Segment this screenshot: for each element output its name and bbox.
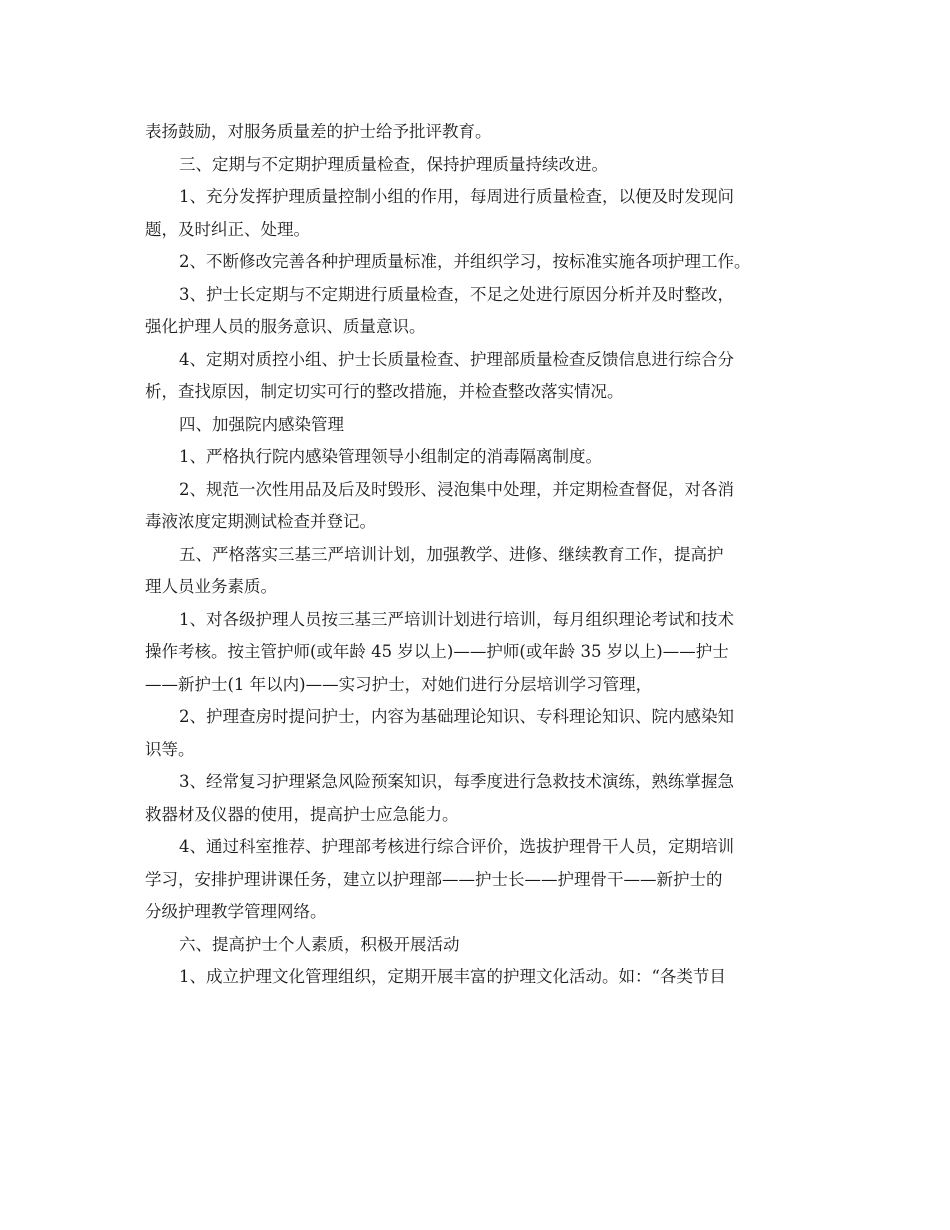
text-line: 学习，安排护理讲课任务，建立以护理部——护士长——护理骨干——新护士的 bbox=[145, 869, 723, 889]
text-line: 救器材及仪器的使用，提高护士应急能力。 bbox=[145, 804, 459, 824]
text-line: 分级护理教学管理网络。 bbox=[145, 902, 327, 921]
text-line: 1、充分发挥护理质量控制小组的作用，每周进行质量检查，以便及时发现问 bbox=[179, 187, 734, 206]
text-line: 表扬鼓励，对服务质量差的护士给予批评教育。 bbox=[145, 122, 492, 141]
text-line: 操作考核。按主管护师(或年龄 45 岁以上)——护师(或年龄 35 岁以上)——护士 bbox=[145, 642, 729, 661]
text-line: 六、提高护士个人素质，积极开展活动 bbox=[179, 934, 460, 954]
text-line: 题，及时纠正、处理。 bbox=[145, 219, 310, 239]
text-line: 1、成立护理文化管理组织，定期开展丰富的护理文化活动。如：“各类节目 bbox=[179, 967, 726, 986]
text-line: 3、护士长定期与不定期进行质量检查，不足之处进行原因分析并及时整改， bbox=[179, 284, 734, 304]
text-line: 1、对各级护理人员按三基三严培训计划进行培训，每月组织理论考试和技术 bbox=[179, 609, 734, 629]
text-line: 三、定期与不定期护理质量检查，保持护理质量持续改进。 bbox=[179, 154, 608, 174]
text-line: 3、经常复习护理紧急风险预案知识，每季度进行急救技术演练，熟练掌握急 bbox=[179, 772, 734, 791]
text-line: 毒液浓度定期测试检查并登记。 bbox=[145, 512, 376, 531]
text-line: 理人员业务素质。 bbox=[145, 577, 277, 596]
text-line: 强化护理人员的服务意识、质量意识。 bbox=[145, 317, 426, 336]
text-line: 四、加强院内感染管理 bbox=[179, 414, 344, 434]
text-line: 2、不断修改完善各种护理质量标准，并组织学习，按标准实施各项护理工作。 bbox=[179, 252, 751, 271]
text-line: 析，查找原因，制定切实可行的整改措施，并检查整改落实情况。 bbox=[145, 382, 624, 401]
text-line: 4、定期对质控小组、护士长质量检查、护理部质量检查反馈信息进行综合分 bbox=[179, 349, 734, 369]
document-body bbox=[145, 116, 820, 994]
text-line: 1、严格执行院内感染管理领导小组制定的消毒隔离制度。 bbox=[179, 447, 602, 466]
text-line: 2、护理查房时提问护士，内容为基础理论知识、专科理论知识、院内感染知 bbox=[179, 707, 734, 726]
text-line: 4、通过科室推荐、护理部考核进行综合评价，选拔护理骨干人员，定期培训 bbox=[179, 837, 734, 856]
text-line: ——新护士(1 年以内)——实习护士，对她们进行分层培训学习管理， bbox=[145, 674, 653, 694]
text-line: 识等。 bbox=[145, 739, 195, 759]
text-line: 2、规范一次性用品及后及时毁形、浸泡集中处理，并定期检查督促，对各消 bbox=[179, 479, 734, 499]
text-line: 五、严格落实三基三严培训计划，加强教学、进修、继续教育工作，提高护 bbox=[179, 544, 724, 564]
